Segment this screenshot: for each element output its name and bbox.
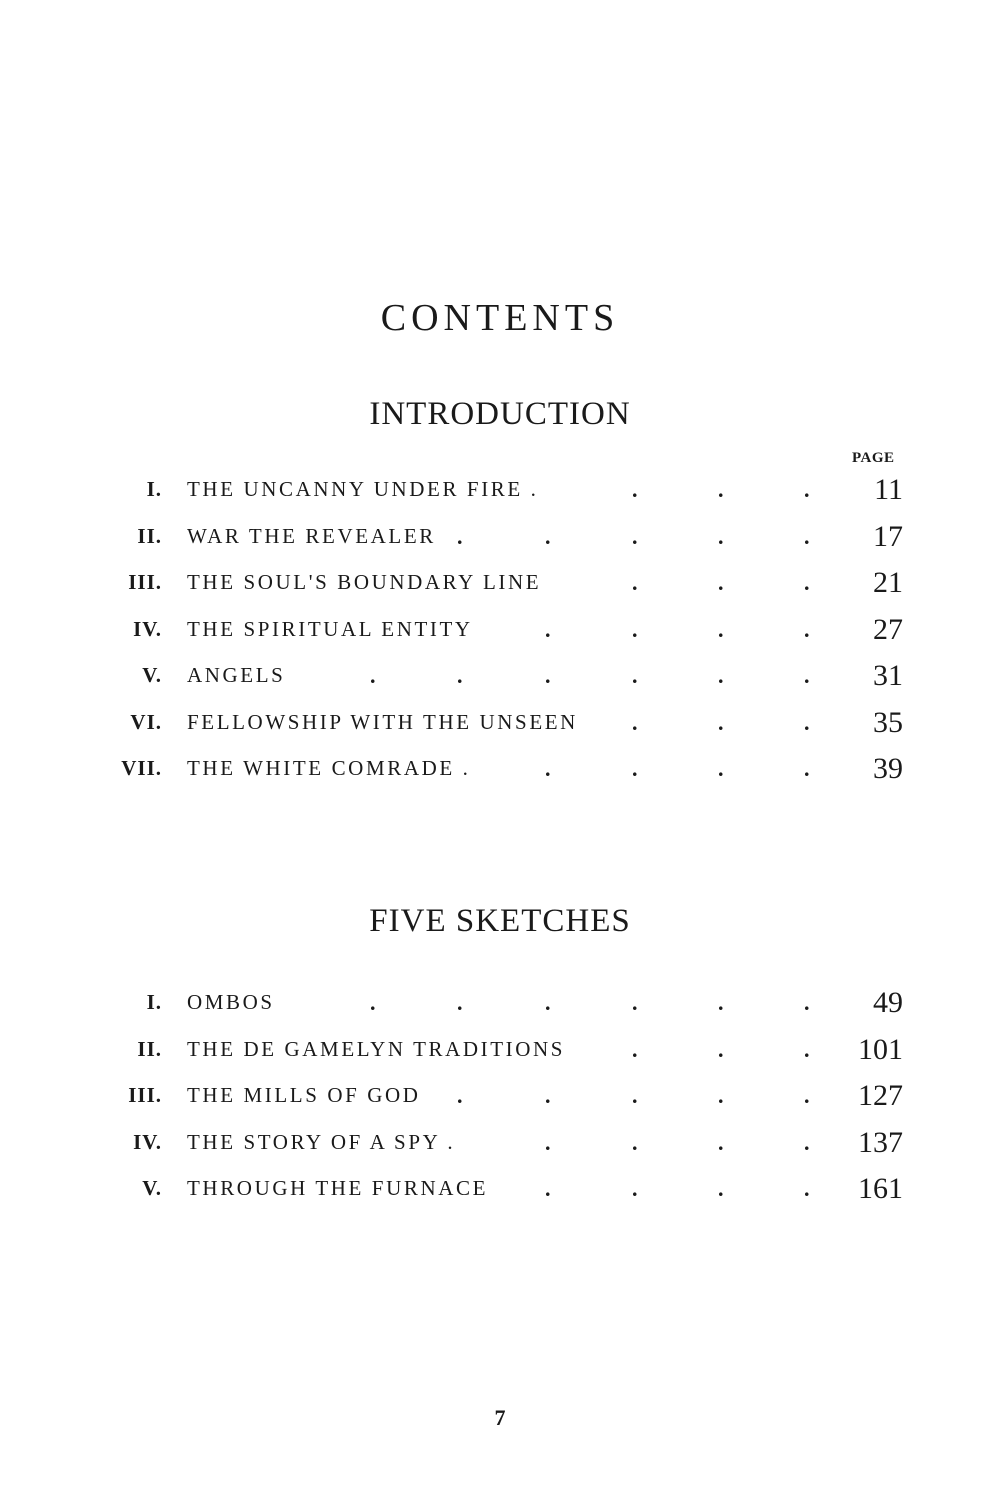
leader-dot: .: [632, 616, 638, 642]
leader-dot: .: [804, 523, 810, 549]
leader-dot: .: [632, 663, 638, 688]
toc-entry-number: II.: [137, 1036, 162, 1061]
toc-entry-number: IV.: [133, 616, 162, 641]
toc-entry: [0, 1125, 1000, 1170]
toc-entry: [0, 612, 1000, 657]
toc-entry-number: VII.: [121, 756, 162, 780]
leader-dot: .: [804, 1083, 810, 1108]
toc-entry: [0, 705, 1000, 750]
section-title-introduction: INTRODUCTION: [369, 396, 631, 432]
leader-dot: .: [718, 1176, 724, 1201]
leader-dot: .: [718, 663, 724, 688]
toc-entry: [0, 566, 1000, 610]
toc-entry-number: III.: [128, 570, 162, 594]
toc-entry-page: 11: [874, 473, 903, 506]
toc-entry-page: 39: [873, 752, 903, 785]
toc-entry-title: OMBOS: [187, 990, 275, 1014]
leader-dot: .: [632, 1036, 638, 1062]
leader-dot: .: [457, 523, 463, 549]
toc-entry-title: THE DE GAMELYN TRADITIONS: [187, 1036, 566, 1061]
leader-dot: .: [718, 1083, 724, 1108]
leader-dot: .: [804, 616, 810, 642]
leader-dot: .: [718, 616, 724, 642]
toc-entry-title: THE WHITE COMRADE .: [187, 756, 471, 780]
toc-entry: [0, 659, 1000, 703]
toc-entry-number: I.: [146, 477, 162, 501]
leader-dot: .: [804, 1036, 810, 1062]
leader-dot: .: [545, 1083, 551, 1108]
toc-entry: [0, 473, 1000, 517]
leader-dot: .: [457, 663, 463, 688]
toc-entry: [0, 1032, 1000, 1077]
toc-entry: [0, 1079, 1000, 1123]
leader-dot: .: [718, 570, 724, 595]
leader-dot: .: [545, 990, 551, 1015]
leader-dot: .: [718, 709, 724, 735]
toc-entry-title: THE SOUL'S BOUNDARY LINE: [187, 570, 542, 594]
toc-entry-title: THROUGH THE FURNACE: [187, 1176, 489, 1200]
toc-entry: [0, 986, 1000, 1030]
leader-dot: .: [718, 1129, 724, 1155]
toc-entry-number: V.: [142, 663, 162, 687]
toc-entry-page: 49: [873, 986, 903, 1019]
page-number: 7: [494, 1405, 506, 1430]
toc-entry-page: 21: [873, 566, 903, 599]
leader-dot: .: [545, 1129, 551, 1155]
leader-dot: .: [718, 990, 724, 1015]
toc-entry-title: THE MILLS OF GOD: [187, 1083, 421, 1107]
leader-dot: .: [632, 477, 638, 502]
leader-dot: .: [632, 990, 638, 1015]
toc-entry-title: THE SPIRITUAL ENTITY: [187, 616, 473, 641]
leader-dot: .: [718, 477, 724, 502]
toc-entry-page: 17: [873, 519, 903, 553]
toc-entry-number: III.: [128, 1083, 162, 1107]
leader-dot: .: [632, 523, 638, 549]
leader-dot: .: [718, 1036, 724, 1062]
toc-entry-page: 127: [858, 1079, 903, 1112]
toc-entry-title: WAR THE REVEALER: [187, 523, 436, 548]
toc-entry-title: FELLOWSHIP WITH THE UNSEEN: [187, 709, 578, 734]
toc-entry: [0, 752, 1000, 796]
toc-entry-title: THE UNCANNY UNDER FIRE .: [187, 477, 539, 501]
toc-entry: [0, 1172, 1000, 1216]
toc-entry-title: ANGELS: [187, 663, 286, 687]
toc-entry-title: THE STORY OF A SPY .: [187, 1129, 456, 1154]
leader-dot: .: [804, 477, 810, 502]
toc-entry-page: 101: [858, 1032, 903, 1066]
leader-dot: .: [545, 756, 551, 781]
toc-entry-number: I.: [146, 990, 162, 1014]
leader-dot: .: [545, 1176, 551, 1201]
toc-entry-page: 35: [873, 705, 903, 739]
leader-dot: .: [545, 663, 551, 688]
leader-dot: .: [545, 616, 551, 642]
leader-dot: .: [804, 990, 810, 1015]
leader-dot: .: [632, 570, 638, 595]
toc-entry-page: 137: [858, 1125, 903, 1159]
toc-entry-page: 31: [873, 659, 903, 692]
leader-dot: .: [804, 709, 810, 735]
leader-dot: .: [457, 990, 463, 1015]
leader-dot: .: [804, 756, 810, 781]
leader-dot: .: [632, 1129, 638, 1155]
toc-entry-number: V.: [142, 1176, 162, 1200]
leader-dot: .: [632, 709, 638, 735]
leader-dot: .: [718, 523, 724, 549]
leader-dot: .: [545, 523, 551, 549]
leader-dot: .: [804, 1176, 810, 1201]
leader-dot: .: [804, 663, 810, 688]
section-title-five-sketches: FIVE SKETCHES: [369, 903, 631, 939]
contents-title: CONTENTS: [380, 297, 620, 339]
leader-dot: .: [370, 663, 376, 688]
leader-dot: .: [457, 1083, 463, 1108]
leader-dot: .: [370, 990, 376, 1015]
toc-entry: [0, 519, 1000, 564]
toc-entry-number: II.: [137, 523, 162, 548]
page-column-label: PAGE: [852, 450, 895, 466]
leader-dot: .: [804, 570, 810, 595]
leader-dot: .: [804, 1129, 810, 1155]
toc-entry-page: 161: [858, 1172, 903, 1205]
leader-dot: .: [632, 1176, 638, 1201]
leader-dot: .: [632, 1083, 638, 1108]
leader-dot: .: [632, 756, 638, 781]
toc-entry-number: VI.: [130, 709, 162, 734]
toc-entry-number: IV.: [133, 1129, 162, 1154]
toc-entry-page: 27: [873, 612, 903, 646]
leader-dot: .: [718, 756, 724, 781]
